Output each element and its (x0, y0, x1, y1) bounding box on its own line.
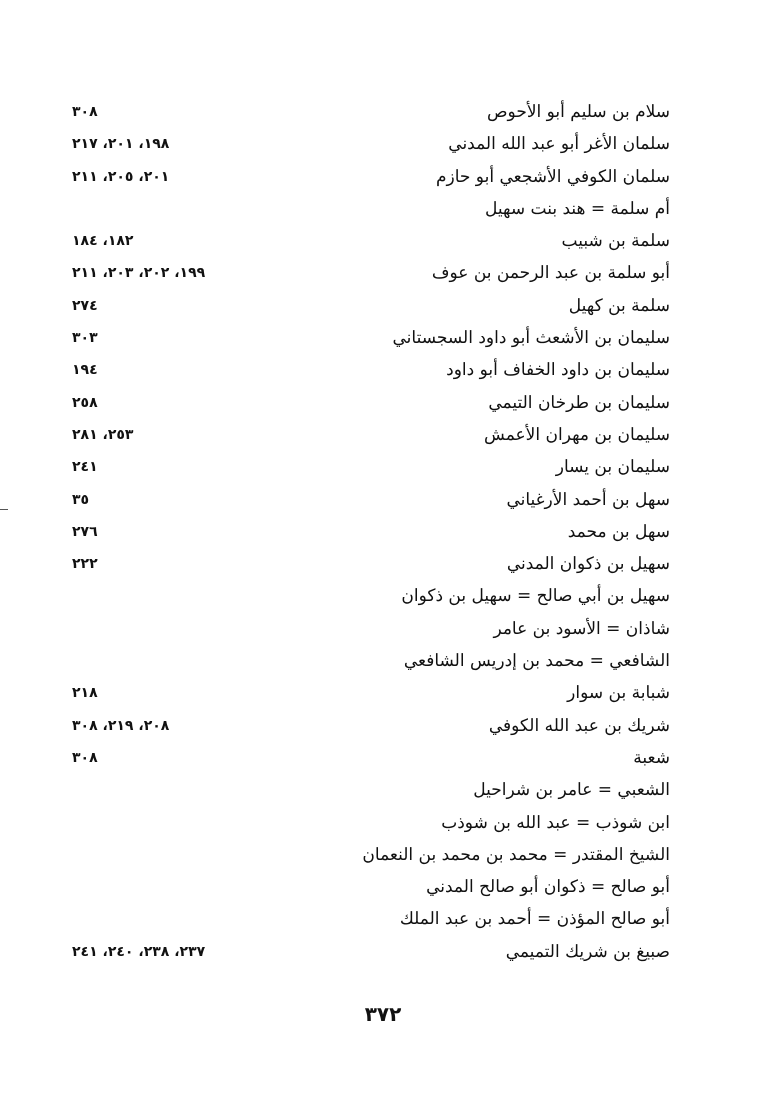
entry-pages: ٢٥٣، ٢٨١ (72, 426, 134, 443)
index-entry (0, 936, 766, 968)
entry-name: شعبة (633, 747, 670, 768)
page-number: ٣٧٢ (364, 1002, 402, 1026)
index-entry (0, 580, 766, 612)
entry-name: شاذان = الأسود بن عامر (493, 618, 670, 639)
entry-pages: ٢١٨ (72, 685, 98, 702)
index-entry (0, 419, 766, 451)
entry-pages: ٢٠١، ٢٠٥، ٢١١ (72, 168, 170, 185)
index-entry (0, 322, 766, 354)
entry-name: الشافعي = محمد بن إدريس الشافعي (403, 651, 670, 672)
entry-pages: ٢٣٧، ٢٣٨، ٢٤٠، ٢٤١ (72, 943, 206, 960)
entry-pages: ٣٥ (72, 491, 90, 508)
index-entry (0, 451, 766, 483)
index-entry (0, 516, 766, 548)
index-entry (0, 807, 766, 839)
index-entry (0, 903, 766, 935)
entry-name: ابن شوذب = عبد الله بن شوذب (441, 812, 670, 833)
entry-name: أبو صالح = ذكوان أبو صالح المدني (426, 877, 670, 898)
entry-name: سلمان الأغر أبو عبد الله المدني (448, 134, 670, 155)
entry-name: سليمان بن مهران الأعمش (484, 424, 670, 445)
index-entry (0, 225, 766, 257)
entry-name: سهيل بن أبي صالح = سهيل بن ذكوان (401, 586, 670, 607)
entry-name: سليمان بن الأشعث أبو داود السجستاني (392, 328, 670, 349)
index-entry (0, 774, 766, 806)
entry-name: سهل بن محمد (567, 521, 670, 542)
index-entries (0, 96, 766, 968)
entry-name: سليمان بن يسار (555, 457, 670, 478)
entry-pages: ٣٠٣ (72, 330, 98, 347)
entry-name: سلمان الكوفي الأشجعي أبو حازم (435, 166, 670, 187)
entry-pages: ٣٠٨ (72, 104, 98, 120)
index-entry (0, 548, 766, 580)
entry-name: الشعبي = عامر بن شراحيل (473, 780, 670, 801)
index-entry (0, 645, 766, 677)
entry-name: سلمة بن كهيل (568, 295, 670, 316)
entry-name: الشيخ المقتدر = محمد بن محمد بن النعمان (362, 844, 670, 865)
entry-pages: ٢٧٤ (72, 297, 98, 314)
index-entry (0, 128, 766, 160)
entry-name: شريك بن عبد الله الكوفي (488, 715, 670, 736)
index-entry (0, 161, 766, 193)
entry-name: صبيغ بن شريك التميمي (505, 941, 670, 962)
index-entry (0, 290, 766, 322)
entry-pages: ٢٢٢ (72, 556, 98, 573)
entry-pages: ١٩٩، ٢٠٢، ٢٠٣، ٢١١ (72, 265, 206, 282)
entry-pages: ٢٥٨ (72, 394, 98, 411)
index-entry (0, 193, 766, 225)
entry-pages: ١٩٨، ٢٠١، ٢١٧ (72, 136, 170, 153)
index-entry (0, 871, 766, 903)
entry-name: سليمان بن داود الخفاف أبو داود (446, 360, 670, 381)
entry-name: سلمة بن شبيب (561, 231, 670, 252)
entry-name: سلام بن سليم أبو الأحوص (486, 102, 670, 122)
entry-pages: ٢٠٨، ٢١٩، ٣٠٨ (72, 717, 170, 734)
entry-name: أبو سلمة بن عبد الرحمن بن عوف (431, 263, 670, 284)
entry-name: سهل بن أحمد الأرغياني (506, 489, 670, 510)
index-entry (0, 96, 766, 128)
entry-name: أم سلمة = هند بنت سهيل (485, 198, 670, 219)
index-entry (0, 839, 766, 871)
index-entry (0, 742, 766, 774)
entry-pages: ٢٧٦ (72, 523, 98, 540)
entry-name: أبو صالح المؤذن = أحمد بن عبد الملك (399, 909, 670, 930)
index-entry (0, 710, 766, 742)
entry-name: سليمان بن طرخان التيمي (488, 392, 670, 413)
entry-pages: ٣٠٨ (72, 749, 98, 766)
index-entry (0, 387, 766, 419)
index-entry (0, 257, 766, 289)
entry-name: شبابة بن سوار (567, 683, 670, 704)
index-entry (0, 484, 766, 516)
index-entry (0, 354, 766, 386)
entry-name: سهيل بن ذكوان المدني (506, 554, 670, 575)
index-entry (0, 677, 766, 709)
entry-pages: ١٨٢، ١٨٤ (72, 233, 134, 250)
entry-pages: ٢٤١ (72, 459, 98, 476)
index-entry (0, 613, 766, 645)
entry-pages: ١٩٤ (72, 362, 98, 379)
